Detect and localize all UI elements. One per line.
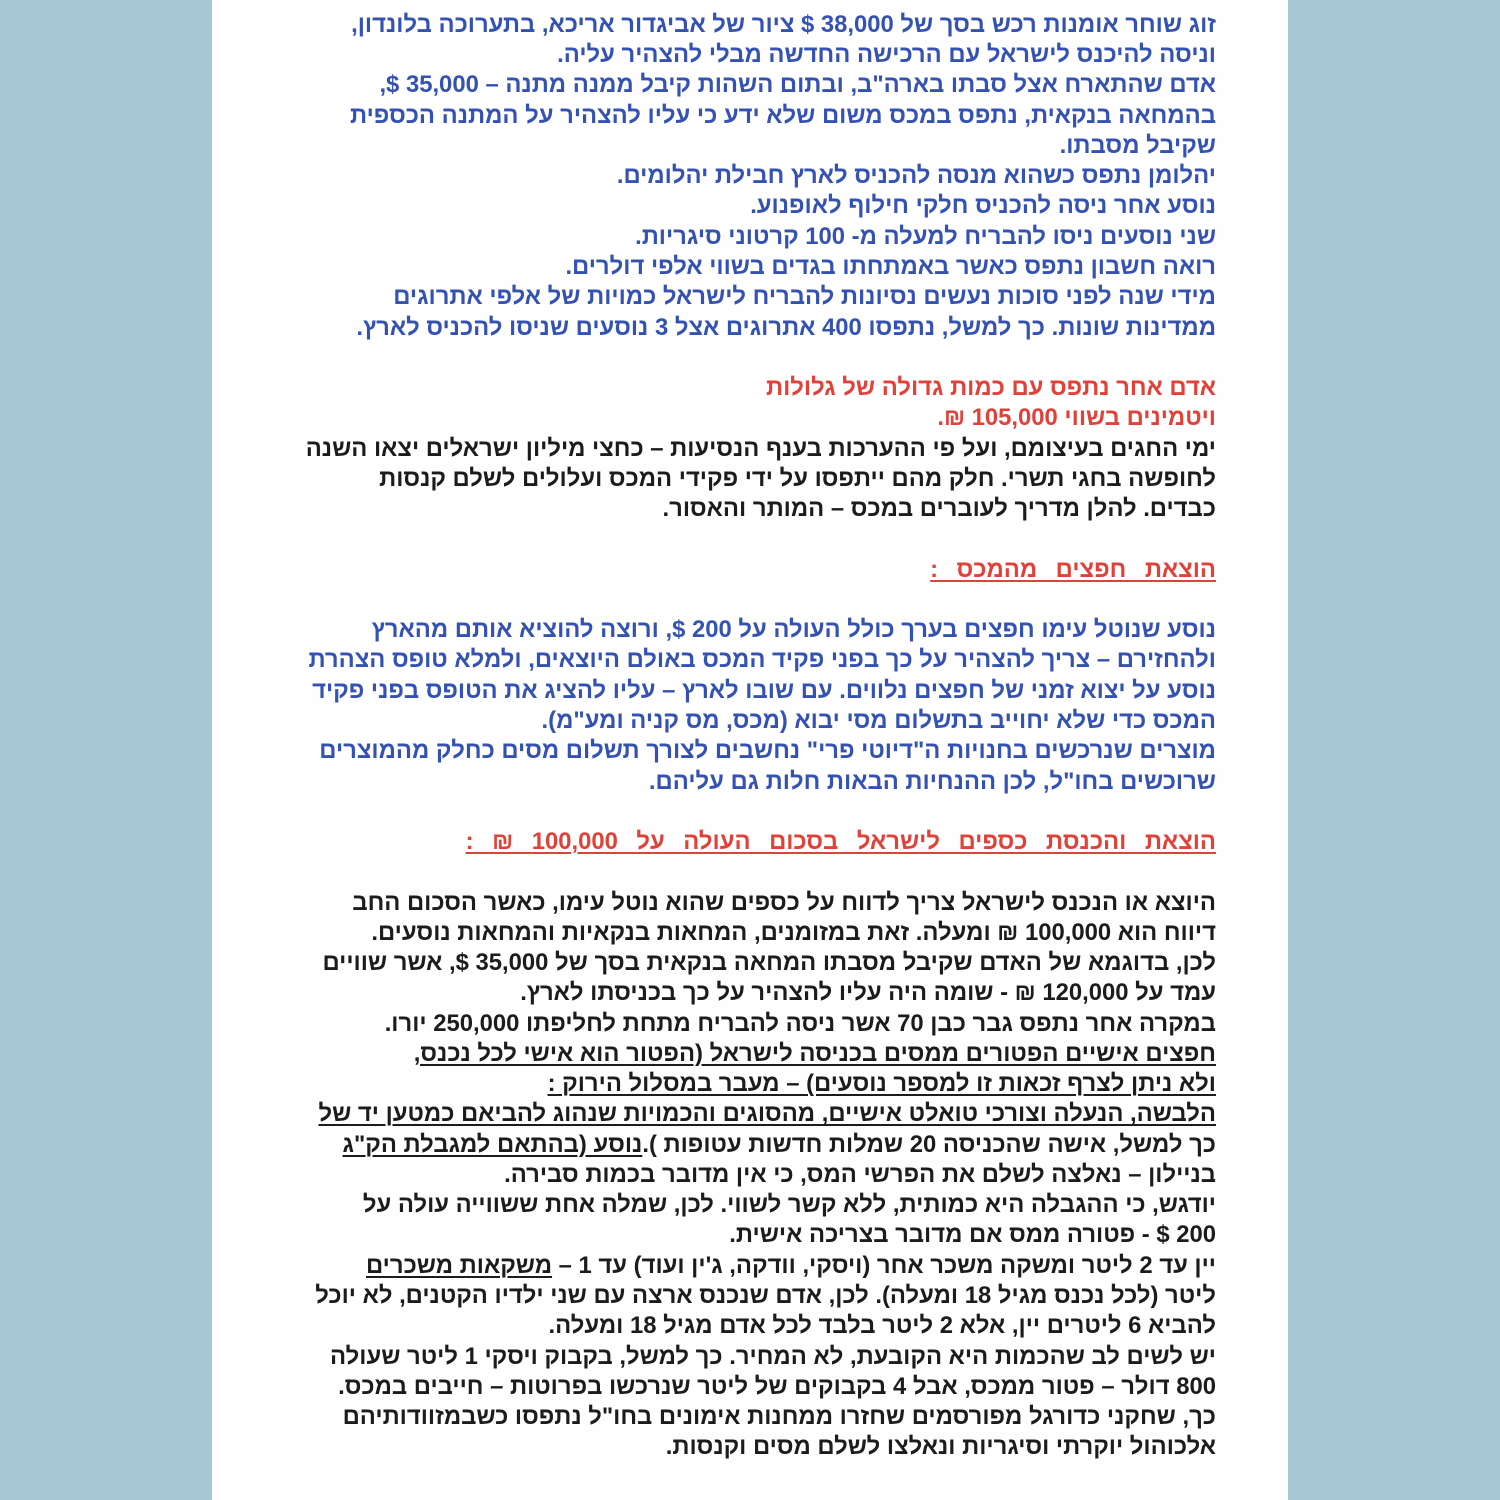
heading-money-text: הוצאת והכנסת כספים לישראל בסכום העולה על 100,000 ₪ :: [465, 828, 1216, 856]
incident-line: ממדינות שונות. כך למשל, נתפסו 400 אתרוגים אצל 3 נוסעים שניסו להכניס לארץ.: [356, 313, 1216, 341]
intro-line: לחופשה בחגי תשרי. חלק מהם ייתפסו על ידי פקידי המכס ועלולים לשלם קנסות: [379, 464, 1216, 492]
document-text: [226, 10, 1216, 1463]
incident-line: נוסע אחר ניסה להכניס חלקי חילוף לאופנוע.: [750, 192, 1216, 220]
smuggling-incidents: [226, 10, 1216, 343]
money-line-text: כך למשל, אישה שהכניסה 20 שמלות חדשות עטופות: [663, 1130, 1216, 1158]
money-line: יש לשים לב שהכמות היא הקובעת, לא המחיר. כך למשל, בקבוק ויסקי 1 ליטר שעולה: [330, 1342, 1216, 1370]
incident-line: וניסה להיכנס לישראל עם הרכישה החדשה מבלי להצהיר עליה.: [557, 41, 1216, 69]
money-line: לכן, בדוגמא של האדם שקיבל מסבתו המחאה בנקאית בסך של 35,000 $, אשר שוויים: [322, 949, 1216, 977]
money-line: דיווח הוא 100,000 ₪ ומעלה. זאת במזומנים, המחאות בנקאיות והמחאות נוסעים.: [371, 918, 1216, 946]
money-line-text: יין עד 2 ליטר ומשקה משכר אחר (ויסקי, וודקה, ג'ין ועוד) עד 1 –: [558, 1251, 1216, 1279]
money-line-underlined-part: נוסע (בהתאם למגבלת הק"ג: [342, 1130, 643, 1158]
money-line: אלכוהול יוקרתי וסיגריות ונאלצו לשלם מסים וקנסות.: [665, 1433, 1216, 1461]
money-line: [226, 1251, 1216, 1281]
incident-line: יהלומן נתפס כשהוא מנסה להכניס לארץ חבילת יהלומים.: [616, 162, 1216, 190]
money-line-underlined: ולא ניתן לצרף זכאות זו למספר נוסעים) – מעבר במסלול הירוק :: [547, 1070, 1216, 1098]
money-line: היוצא או הנכנס לישראל צריך לדווח על כספים שהוא נוטל עימו, כאשר הסכום החב: [352, 888, 1216, 916]
incident-line: בהמחאה בנקאית, נתפס במכס משום שלא ידע כי עליו להצהיר על המתנה הכספית: [349, 101, 1216, 129]
vitamins-line: אדם אחר נתפס עם כמות גדולה של גלולות: [766, 374, 1216, 402]
money-line: עמד על 120,000 ₪ - שומה היה עליו להצהיר על כך בכניסתו לארץ.: [520, 979, 1216, 1007]
money-line-underlined: הלבשה, הנעלה וצורכי טואלט אישיים, מהסוגים והכמויות שנהוג להביאם כמטען יד של: [318, 1100, 1216, 1128]
money-line: 200 $ - פטורה ממס אם מדובר בצריכה אישית.: [729, 1221, 1216, 1249]
blank-line: [226, 857, 1216, 887]
money-section: [226, 888, 1216, 1463]
blank-line: [226, 797, 1216, 827]
blank-line: [226, 524, 1216, 554]
money-line-underlined-part: משקאות משכרים: [366, 1251, 553, 1279]
intro-line: ימי החגים בעיצומם, ועל פי ההערכות בענף הנסיעות – כחצי מיליון ישראלים יצאו השנה: [305, 434, 1216, 462]
blank-line: [226, 343, 1216, 373]
money-line: יודגש, כי ההגבלה היא כמותית, ללא קשר לשווי. לכן, שמלה אחת ששווייה עולה על: [362, 1191, 1216, 1219]
vitamins-line: ויטמינים בשווי 105,000 ₪.: [937, 404, 1216, 432]
money-line: ליטר (לכל נכנס מגיל 18 ומעלה). לכן, אדם שנכנס ארצה עם שני ילדיו הקטנים, לא יוכל: [315, 1282, 1216, 1310]
heading-export-goods: [226, 555, 1216, 585]
incident-line: שקיבל מסבתו.: [1059, 131, 1216, 159]
incident-line: זוג שוחר אומנות רכש בסך של 38,000 $ ציור של אביגדור אריכא, בתערוכה בלונדון,: [351, 10, 1216, 38]
money-line: במקרה אחר נתפס גבר כבן 70 אשר ניסה להבריח מתחת לחליפתו 250,000 יורו.: [384, 1009, 1216, 1037]
incident-line: אדם שהתארח אצל סבתו בארה"ב, ובתום השהות קיבל ממנה מתנה – 35,000 $,: [379, 71, 1216, 99]
money-line: בניילון – נאלצה לשלם את הפרשי המס, כי אין מדובר בכמות סבירה.: [504, 1160, 1216, 1188]
money-line: להביא 6 ליטרים יין, אלא 2 ליטר בלבד לכל אדם מגיל 18 ומעלה.: [548, 1312, 1216, 1340]
export-goods-line: מוצרים שנרכשים בחנויות ה"דיוטי פרי" נחשבים לצורך תשלום מסים כחלק מהמוצרים: [319, 737, 1216, 765]
money-line-punct: ).: [642, 1130, 657, 1158]
money-line: כך, שחקני כדורגל מפורסמים שחזרו ממחנות אימונים בחו"ל נתפסו כשבמזוודותיהם: [342, 1403, 1216, 1431]
export-goods-line: נוסע שנוטל עימו חפצים בערך כולל העולה על 200 $, ורוצה להוציא אותם מהארץ: [371, 616, 1216, 644]
money-line: 800 דולר – פטור ממכס, אבל 4 בקבוקים של ליטר שנרכשו בפרוטות – חייבים במכס.: [338, 1372, 1216, 1400]
blank-line: [226, 585, 1216, 615]
export-goods-line: נוסע על יצוא זמני של חפצים נלווים. עם שובו לארץ – עליו להציג את הטופס בפני פקיד: [312, 676, 1216, 704]
export-goods-line: שרוכשים בחו"ל, לכן ההנחיות הבאות חלות גם עליהם.: [648, 767, 1216, 795]
money-line: [226, 1130, 1216, 1160]
incident-line: רואה חשבון נתפס כאשר באמתחתו בגדים בשווי אלפי דולרים.: [565, 252, 1216, 280]
export-goods-line: המכס כדי שלא יחוייב בתשלום מסי יבוא (מכס, מס קניה ומע"מ).: [541, 706, 1216, 734]
export-goods-line: ולהחזירם – צריך להצהיר על כך בפני פקיד המכס באולם היוצאים, ולמלא טופס הצהרת: [308, 646, 1216, 674]
heading-money: [226, 827, 1216, 857]
incident-line: מידי שנה לפני סוכות נעשים נסיונות להבריח לישראל כמויות של אלפי אתרוגים: [393, 283, 1216, 311]
heading-export-goods-text: הוצאת חפצים מהמכס :: [930, 555, 1216, 583]
incident-line: שני נוסעים ניסו להבריח למעלה מ- 100 קרטוני סיגריות.: [635, 222, 1216, 250]
intro-line: כבדים. להלן מדריך לעוברים במכס – המותר והאסור.: [662, 495, 1216, 523]
export-goods-section: [226, 615, 1216, 797]
document-page: [212, 0, 1288, 1500]
money-line-underlined: חפצים אישיים הפטורים ממסים בכניסה לישראל (הפטור הוא אישי לכל נכנס,: [413, 1039, 1216, 1067]
